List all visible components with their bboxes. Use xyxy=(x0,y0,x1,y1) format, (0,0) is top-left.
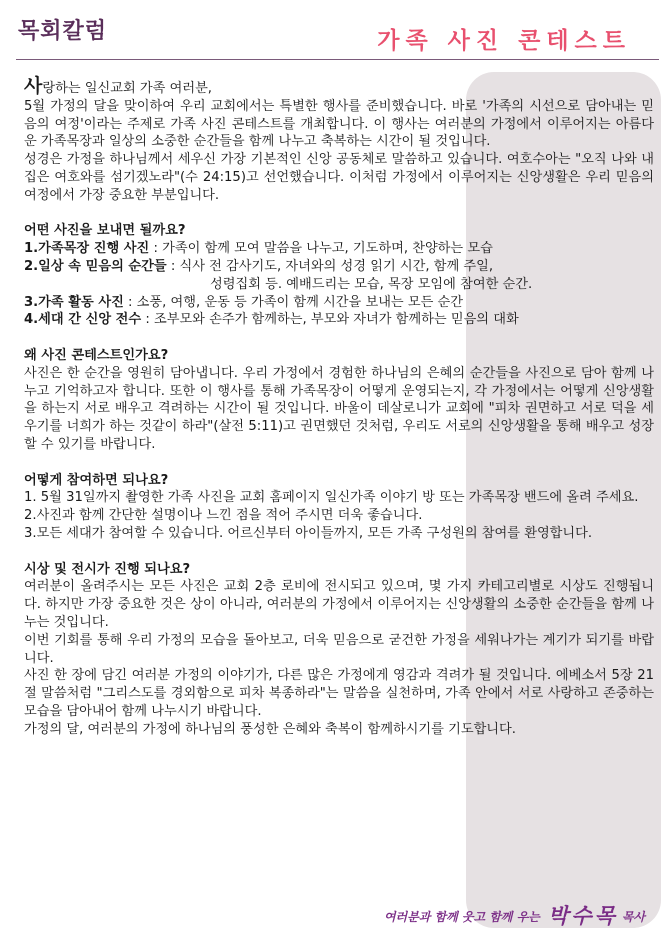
section-heading-how-to-join: 어떻게 참여하면 되나요? xyxy=(24,472,169,488)
pastor-name: 박수목 xyxy=(547,904,618,928)
photo-type-label: 2.일상 속 믿음의 순간들 xyxy=(24,258,167,274)
pastor-signoff xyxy=(0,900,645,930)
photo-type-item: 2.일상 속 믿음의 순간들 : 식사 전 감사기도, 자녀와의 성경 읽기 시간, 함께 주일, 성령집회 등. 예배드리는 모습, 목장 모임에 참여한 순간. xyxy=(24,258,533,292)
header-divider xyxy=(16,59,659,60)
article-title: 가족 사진 콘테스트 xyxy=(377,28,631,54)
join-step: 1. 5월 31일까지 촬영한 가족 사진을 교회 홈페이지 일신가족 이야기 방 또는 가족목장 밴드에 올려 주세요. xyxy=(24,490,639,506)
signoff-motto: 여러분과 함께 웃고 함께 우는 xyxy=(383,910,540,924)
photo-type-item: 4.세대 간 신앙 전수 : 조부모와 손주가 함께하는, 부모와 자녀가 함께하는 믿음의 대화 xyxy=(24,312,519,328)
pastor-title: 목사 xyxy=(621,910,645,924)
intro-paragraph: 성경은 가정을 하나님께서 세우신 가장 기본적인 신앙 공동체로 말씀하고 있습니다. 여호수아는 "오직 나와 내 집은 여호와를 섬기겠노라"(수 24:15)고 선언했습니다. 이처럼 가정에서 이루어지는 신앙생활은 우리 믿음의 여정에서 가장 중요한 부분입니다. xyxy=(24,152,654,203)
column-title: 목회칼럼 xyxy=(18,19,108,44)
join-step: 2.사진과 함께 간단한 설명이나 느낀 점을 적어 주시면 더욱 좋습니다. xyxy=(24,508,423,524)
photo-type-label: 3.가족 활동 사진 xyxy=(24,294,124,310)
photo-type-label: 1.가족목장 진행 사진 xyxy=(24,241,150,257)
section-heading-what-photos: 어떤 사진을 보내면 될까요? xyxy=(24,223,186,239)
photo-type-label: 4.세대 간 신앙 전수 xyxy=(24,312,142,328)
greeting-text: 랑하는 일신교회 가족 여러분, xyxy=(42,81,212,96)
photo-type-item: 3.가족 활동 사진 : 소풍, 여행, 운동 등 가족이 함께 시간을 보내는 모든 순간 xyxy=(24,294,464,310)
greeting xyxy=(24,75,654,98)
section-heading-awards: 시상 및 전시가 진행 되나요? xyxy=(24,561,191,577)
closing-prayer: 가정의 달, 여러분의 가정에 하나님의 풍성한 은혜와 축복이 함께하시기를 기도합니다. xyxy=(24,721,516,737)
article-body xyxy=(24,75,654,738)
join-step: 3.모든 세대가 참여할 수 있습니다. 어르신부터 아이들까지, 모든 가족 구성원의 참여를 환영합니다. xyxy=(24,525,593,541)
intro-paragraph: 5월 가정의 달을 맞이하여 우리 교회에서는 특별한 행사를 준비했습니다. 바로 '가족의 시선으로 담아내는 믿음의 여정'이라는 주제로 가족 사진 콘테스트를 개최합니다. 이 행사는 여러분의 가정에서 이루어지는 아름다운 가족목장과 일상의 소중한 순간들을 함께 나누고 축복하는 시간이 될 것입니다. xyxy=(24,98,654,150)
photo-type-item: 1.가족목장 진행 사진 : 가족이 함께 모여 말씀을 나누고, 기도하며, 찬양하는 모습 xyxy=(24,241,493,257)
awards-paragraph: 사진 한 장에 담긴 여러분 가정의 이야기가, 다른 많은 가정에게 영감과 격려가 될 것입니다. 에베소서 5장 21절 말씀처럼 "그리스도를 경외함으로 피차 복종하라"는 말씀을 실천하며, 가족 안에서 서로 사랑하고 존중하는 모습을 담아내어 함께 나누시기 바랍니다. xyxy=(24,668,654,719)
why-contest-paragraph: 사진은 한 순간을 영원히 담아냅니다. 우리 가정에서 경험한 하나님의 은혜의 순간들을 사진으로 담아 함께 나누고 기억하고자 합니다. 또한 이 행사를 통해 가족목장이 어떻게 운영되는지, 각 가정에서는 어떻게 신앙생활을 하는지 서로 배우고 격려하는 시간이 될 것입니다. 바울이 데살로니가 교회에 "피차 권면하고 서로 덕을 세우기를 너희가 하는 것같이 하라"(살전 5:11)고 권면했던 것처럼, 우리도 서로의 신앙생활을 통해 배우고 성장할 수 있기를 바랍니다. xyxy=(24,365,654,452)
awards-paragraph: 이번 기회를 통해 우리 가정의 모습을 돌아보고, 더욱 믿음으로 굳건한 가정을 세워나가는 계기가 되기를 바랍니다. xyxy=(24,632,654,666)
awards-paragraph: 여러분이 올려주시는 모든 사진은 교회 2층 로비에 전시되고 있으며, 몇 가지 카테고리별로 시상도 진행됩니다. 하지만 가장 중요한 것은 상이 아니라, 여러분의 가정에서 이루어지는 신앙생활의 소중한 순간들을 함께 나누는 것입니다. xyxy=(24,579,654,630)
section-heading-why-contest: 왜 사진 콘테스트인가요? xyxy=(24,347,169,363)
greeting-dropcap: 사 xyxy=(24,75,43,97)
